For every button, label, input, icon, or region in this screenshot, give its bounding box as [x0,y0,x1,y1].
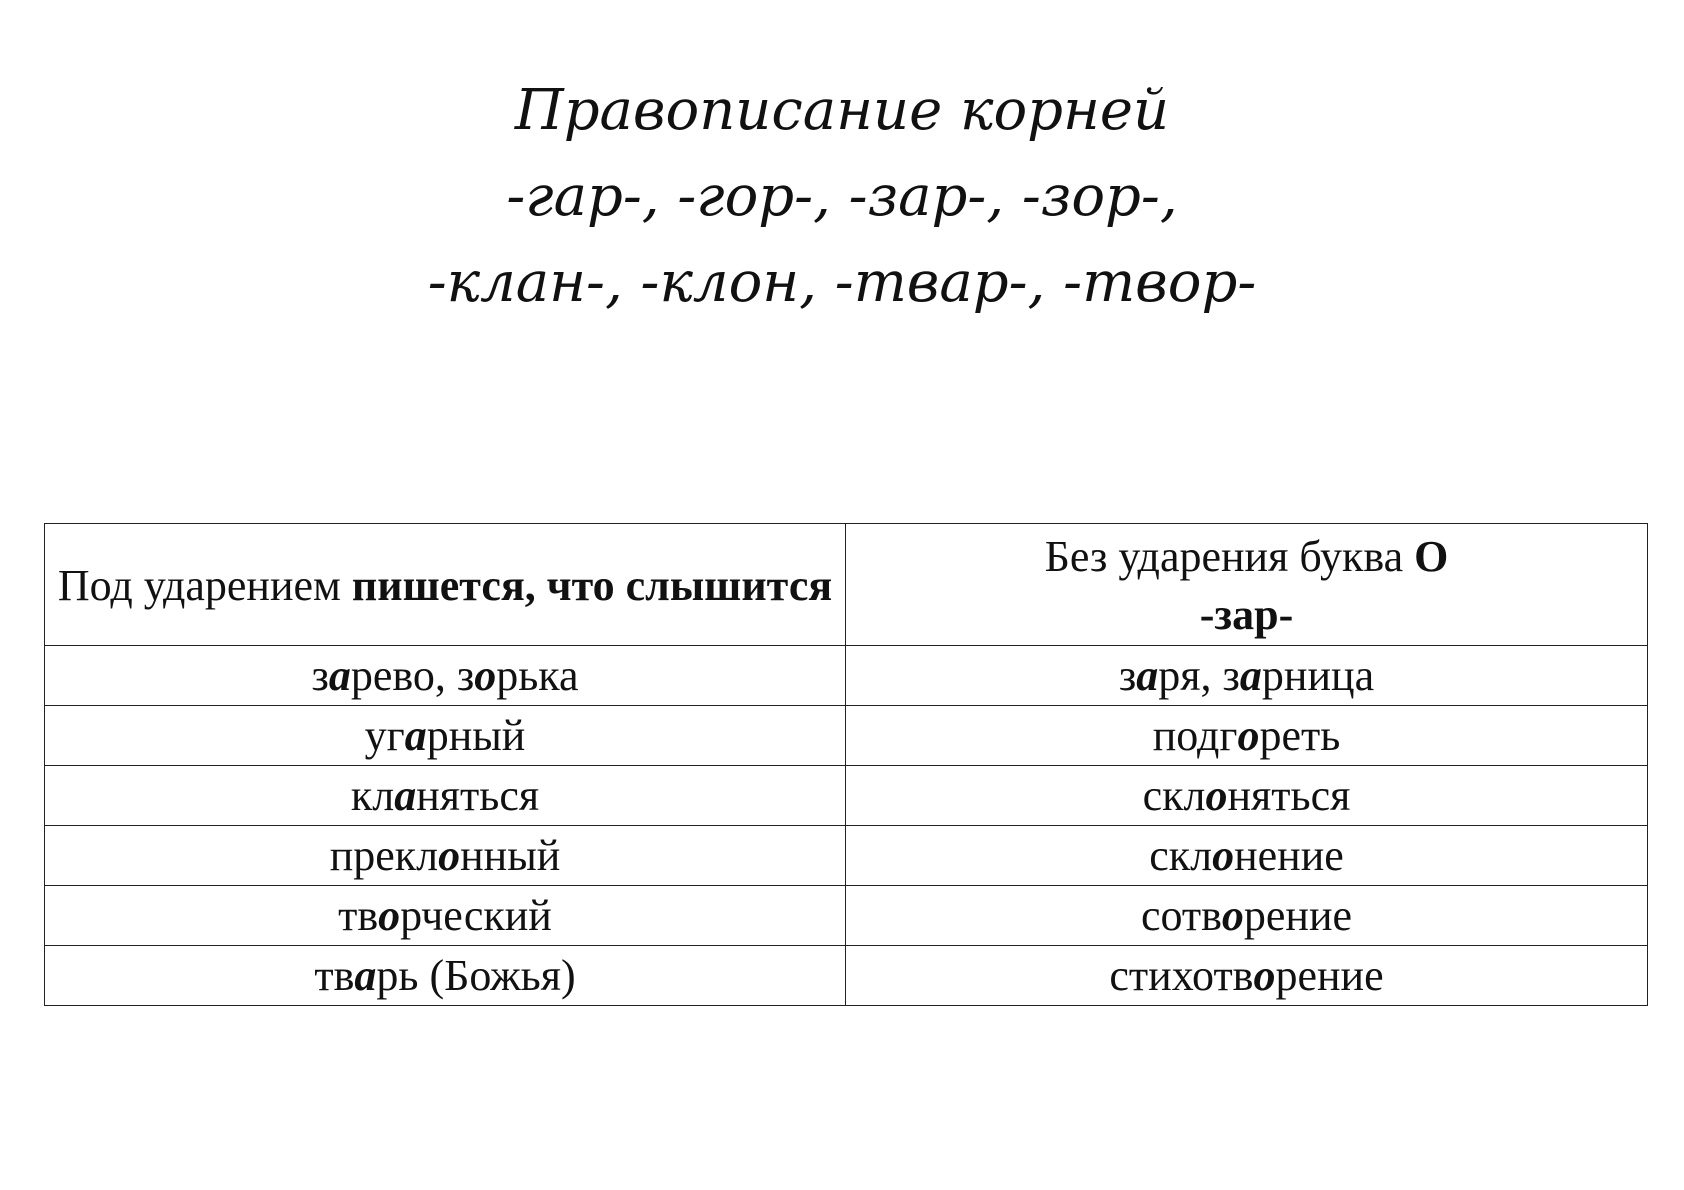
word-segment: рница [1261,650,1375,700]
table-row [45,766,1648,826]
word-segment: нение [1234,830,1344,880]
stressed-vowel: о [1221,890,1244,940]
cell-stressed-example [45,946,846,1006]
stressed-vowel: а [354,950,377,1000]
word-segment: уг [364,710,405,760]
stressed-vowel: о [474,650,497,700]
word-segment: скл [1149,830,1213,880]
header-unstressed-exception: -зар- [1199,589,1294,639]
word-segment: ря, з [1158,650,1240,700]
stressed-vowel: а [1239,650,1262,700]
cell-stressed-example [45,766,846,826]
word-segment: няться [416,770,540,820]
header-stressed-plain: Под ударением [57,560,352,610]
stressed-vowel: а [404,710,427,760]
stressed-vowel: о [1205,770,1228,820]
word-segment: тв [314,950,355,1000]
stressed-vowel: а [1136,650,1159,700]
word-segment: рево, з [350,650,475,700]
stressed-vowel: о [378,890,401,940]
stressed-vowel: а [394,770,417,820]
word-segment: кл [350,770,395,820]
word-segment: подг [1152,710,1238,760]
table-body [45,646,1648,1006]
table-header-row [45,524,1648,646]
word-segment: стихотв [1109,950,1254,1000]
word-segment: нный [460,830,561,880]
header-unstressed-bold: О [1414,531,1449,581]
word-segment: з [311,650,329,700]
word-segment: рька [496,650,579,700]
stressed-vowel: а [328,650,351,700]
word-segment: реть [1259,710,1341,760]
stressed-vowel: о [1212,830,1235,880]
word-segment: няться [1227,770,1351,820]
cell-unstressed-example [846,946,1648,1006]
cell-unstressed-example [846,706,1648,766]
title-line-1: Правописание корней [514,78,1170,143]
cell-unstressed-example [846,766,1648,826]
word-segment: з [1118,650,1137,700]
cell-unstressed-example [846,826,1648,886]
word-segment: рение [1275,950,1384,1000]
page-title [0,68,1684,326]
cell-stressed-example [45,886,846,946]
word-segment: скл [1142,770,1206,820]
word-segment: рение [1243,890,1353,940]
title-line-2: -гар-, -гор-, -зар-, -зор-, [506,164,1178,229]
rules-table [44,523,1648,1006]
cell-stressed-example [45,646,846,706]
cell-unstressed-example [846,886,1648,946]
word-segment: прекл [329,830,439,880]
word-segment: рный [426,710,526,760]
stressed-vowel: о [438,830,461,880]
word-segment: рческий [400,890,552,940]
table-row [45,886,1648,946]
cell-stressed-example [45,826,846,886]
table-row [45,706,1648,766]
header-stressed-bold: пишется, что слышится [351,560,833,610]
header-unstressed-plain: Без ударения буква [1044,531,1415,581]
header-cell-unstressed [846,524,1648,646]
title-line-3: -клан-, -клон, -твар-, -твор- [427,250,1257,315]
stressed-vowel: о [1237,710,1260,760]
cell-unstressed-example [846,646,1648,706]
word-segment: сотв [1140,890,1222,940]
table-row [45,646,1648,706]
table-row [45,826,1648,886]
stressed-vowel: о [1253,950,1276,1000]
word-segment: тв [338,890,379,940]
header-cell-stressed [45,524,846,646]
table-row [45,946,1648,1006]
word-segment: рь (Божья) [376,950,576,1000]
cell-stressed-example [45,706,846,766]
